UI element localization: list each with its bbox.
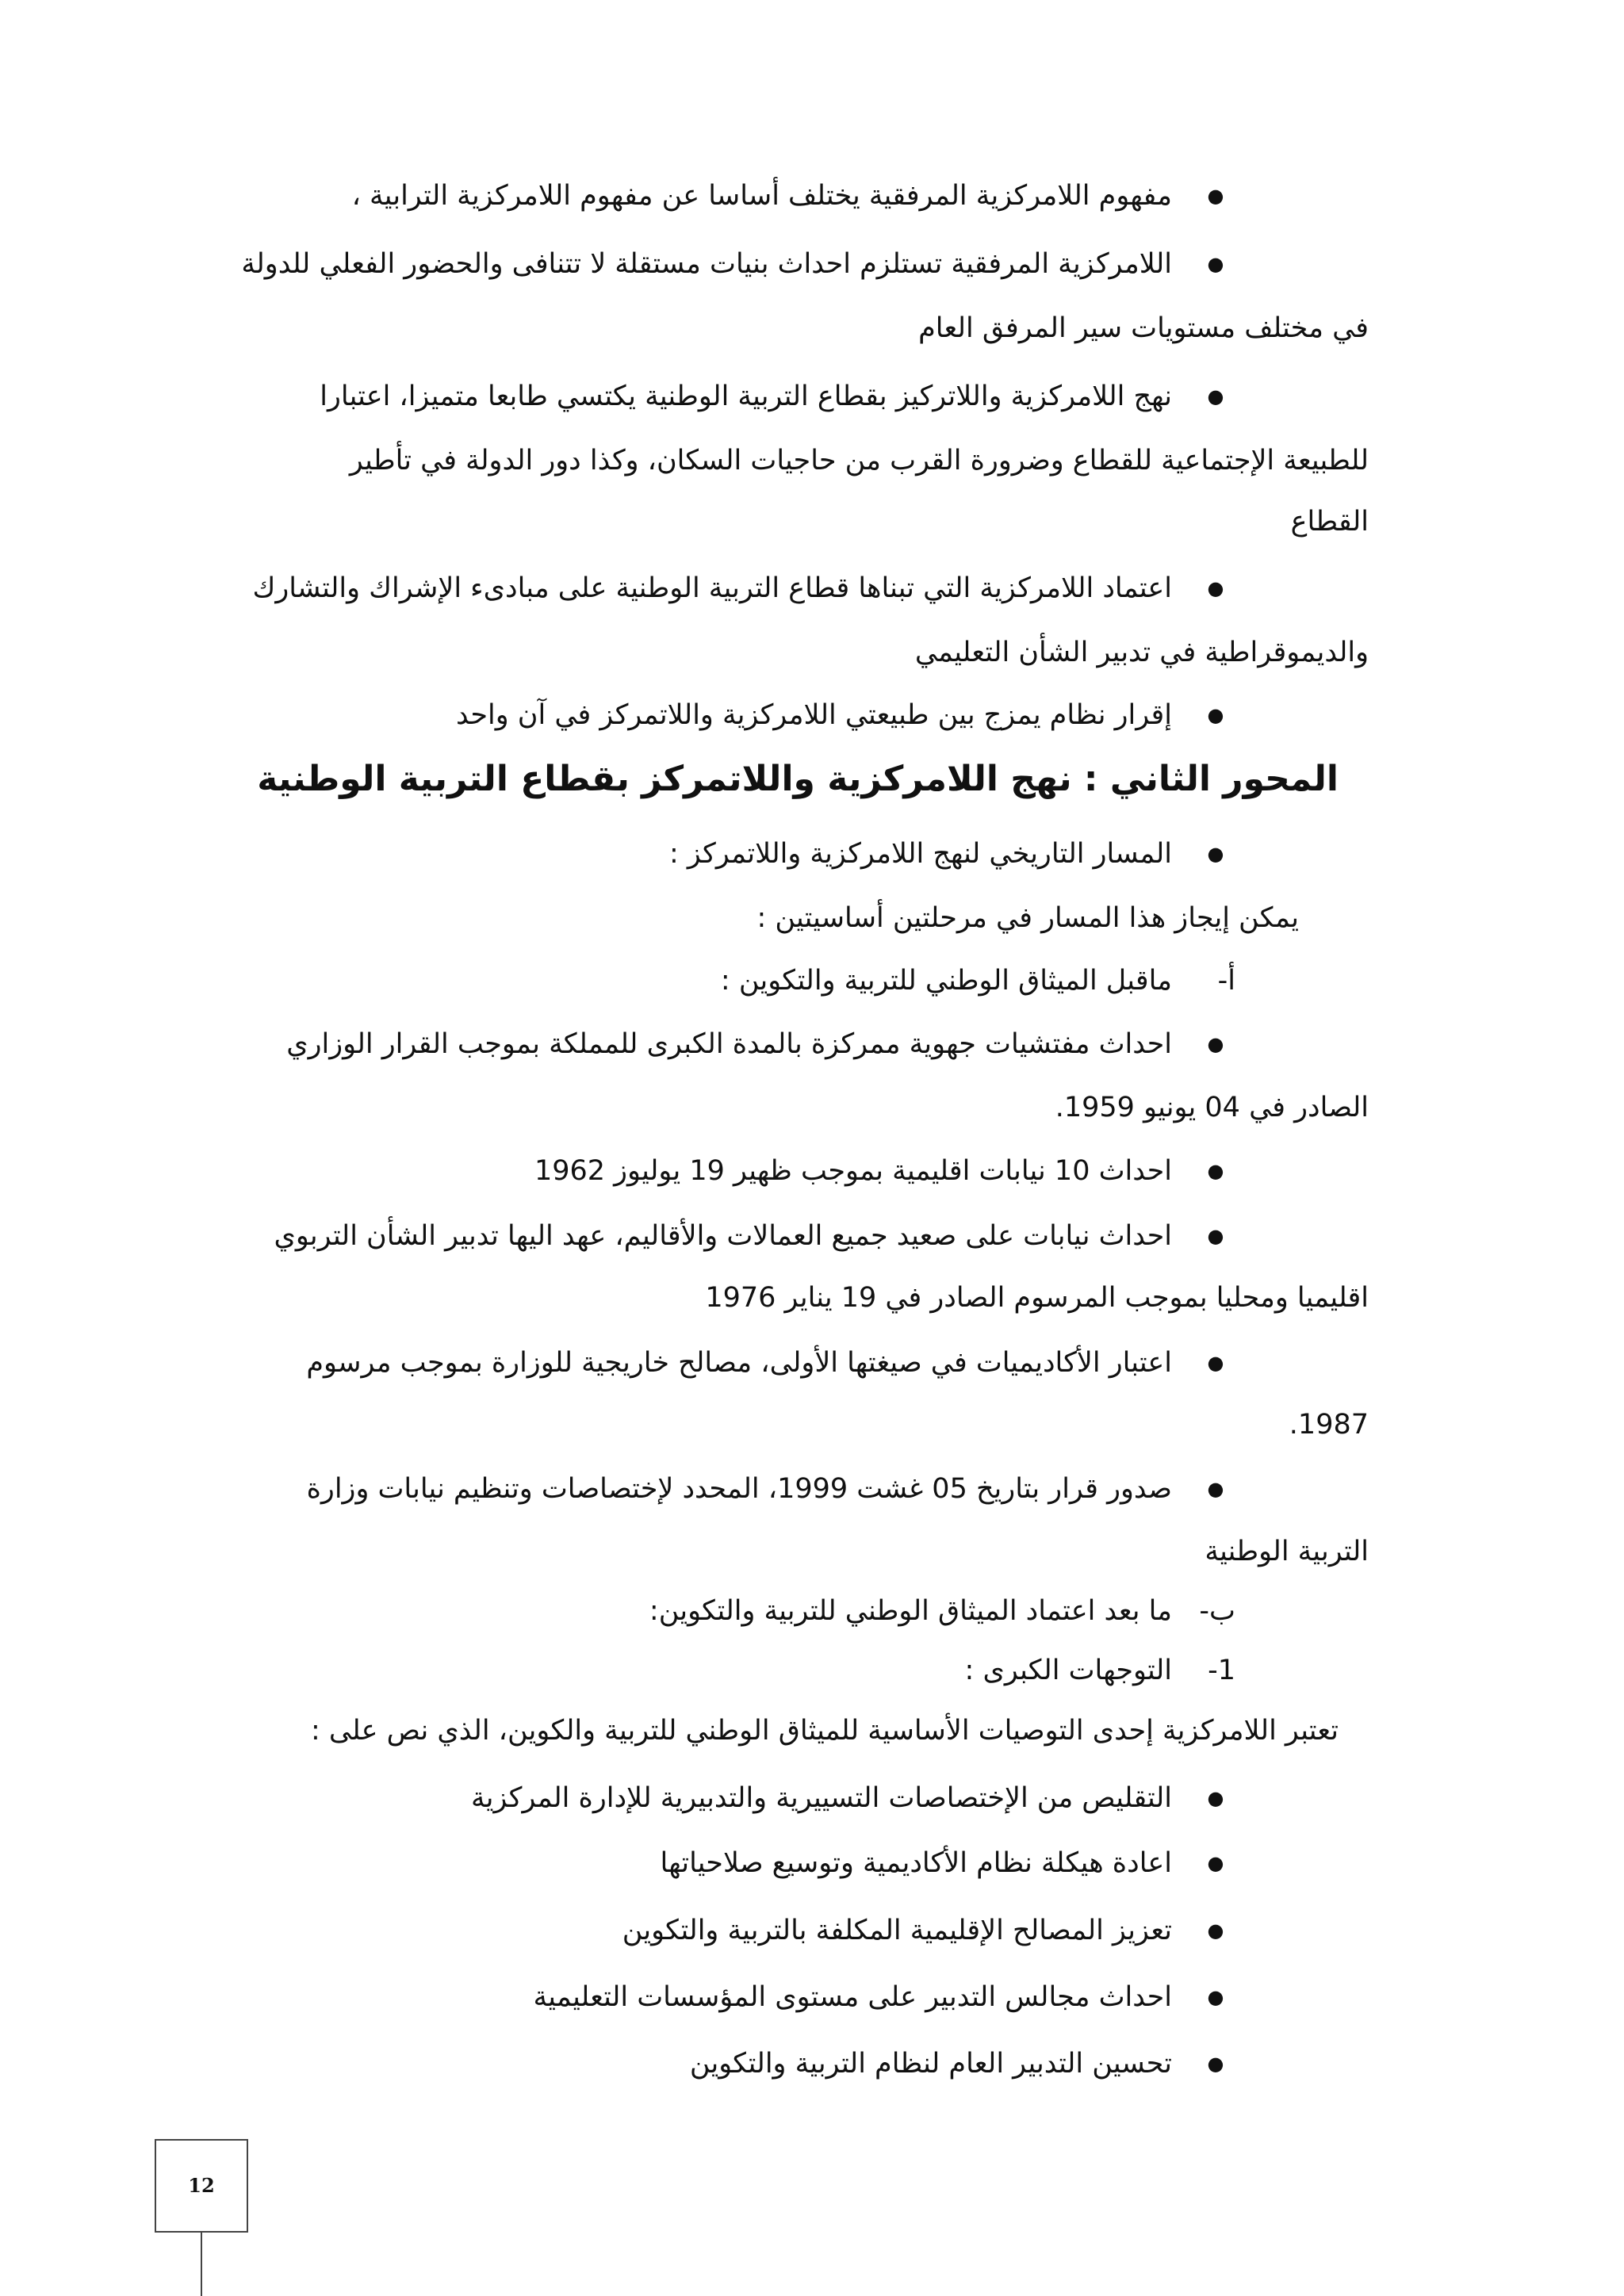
bullet-dot: ● xyxy=(1207,1478,1224,1500)
bullet-dot: ● xyxy=(1207,1919,1224,1942)
section-heading: المحور الثاني : نهج اللامركزية واللاتمركز بقطاع التربية الوطنية xyxy=(257,759,1339,799)
text-line: تعتبر اللامركزية إحدى التوصيات الأساسية للميثاق الوطني للتربية والكوين، الذي نص على : xyxy=(310,1715,1339,1747)
list-marker: أ- xyxy=(1217,965,1235,997)
text-line: الصادر في 04 يونيو 1959. xyxy=(1055,1092,1369,1123)
text-line: اعتماد اللامركزية التي تبناها قطاع التربية الوطنية على مبادىء الإشراك والتشارك xyxy=(252,572,1172,604)
bullet-dot: ● xyxy=(1207,1986,1224,2008)
text-line: اللامركزية المرفقية تستلزم احداث بنيات مستقلة لا تتنافى والحضور الفعلي للدولة xyxy=(241,248,1172,280)
page-number: 12 xyxy=(155,2139,248,2233)
text-line: اقليميا ومحليا بموجب المرسوم الصادر في 19 يناير 1976 xyxy=(705,1282,1369,1314)
bullet-dot: ● xyxy=(1207,1225,1224,1247)
bullet-dot: ● xyxy=(1207,1160,1224,1182)
bullet-dot: ● xyxy=(1207,704,1224,726)
text-line: القطاع xyxy=(1290,506,1369,538)
text-line: تعزيز المصالح الإقليمية المكلفة بالتربية والتكوين xyxy=(622,1915,1172,1946)
text-line: 1987. xyxy=(1289,1409,1369,1441)
text-line: احداث نيابات على صعيد جميع العمالات والأقاليم، عهد اليها تدبير الشأن التربوي xyxy=(274,1220,1172,1252)
text-line: احداث 10 نيابات اقليمية بموجب ظهير 19 يوليوز 1962 xyxy=(534,1155,1172,1187)
bullet-dot: ● xyxy=(1207,385,1224,408)
text-line: إقرار نظام يمزج بين طبيعتي اللامركزية واللاتمركز في آن واحد xyxy=(456,699,1172,731)
text-line: والديموقراطية في تدبير الشأن التعليمي xyxy=(914,637,1369,668)
bullet-dot: ● xyxy=(1207,253,1224,275)
text-line: صدور قرار بتاريخ 05 غشت 1999، المحدد لإختصاصات وتنظيم نيابات وزارة xyxy=(306,1473,1172,1505)
text-line: التربية الوطنية xyxy=(1205,1536,1369,1567)
bullet-dot: ● xyxy=(1207,577,1224,599)
text-line: في مختلف مستويات سير المرفق العام xyxy=(918,312,1369,344)
text-line: التوجهات الكبرى : xyxy=(964,1655,1172,1686)
text-line: للطبيعة الإجتماعية للقطاع وضرورة القرب من حاجيات السكان، وكذا دور الدولة في تأطير xyxy=(349,445,1369,476)
text-line: اعادة هيكلة نظام الأكاديمية وتوسيع صلاحياتها xyxy=(660,1847,1172,1879)
text-line: تحسين التدبير العام لنظام التربية والتكوين xyxy=(689,2048,1172,2080)
text-line: المسار التاريخي لنهج اللامركزية واللاتمركز : xyxy=(668,838,1172,870)
list-marker: ب- xyxy=(1199,1595,1235,1627)
bullet-dot: ● xyxy=(1207,185,1224,207)
text-line: ما بعد اعتماد الميثاق الوطني للتربية والتكوين: xyxy=(649,1595,1172,1627)
list-marker: 1- xyxy=(1208,1655,1235,1686)
bullet-dot: ● xyxy=(1207,1787,1224,1809)
bullet-dot: ● xyxy=(1207,2053,1224,2075)
bullet-dot: ● xyxy=(1207,843,1224,865)
text-line: نهج اللامركزية واللاتركيز بقطاع التربية الوطنية يكتسي طابعا متميزا، اعتبارا xyxy=(320,381,1172,412)
bullet-dot: ● xyxy=(1207,1852,1224,1874)
text-line: احداث مجالس التدبير على مستوى المؤسسات التعليمية xyxy=(533,1981,1172,2013)
text-line: احداث مفتشيات جهوية ممركزة بالمدة الكبرى للمملكة بموجب القرار الوزاري xyxy=(286,1028,1172,1060)
text-line: اعتبار الأكاديميات في صيغتها الأولى، مصالح خاريجية للوزارة بموجب مرسوم xyxy=(306,1347,1172,1379)
text-line: يمكن إيجاز هذا المسار في مرحلتين أساسيتين : xyxy=(756,902,1299,934)
text-line: التقليص من الإختصاصات التسييرية والتدبيرية للإدارة المركزية xyxy=(470,1782,1172,1814)
text-line: ماقبل الميثاق الوطني للتربية والتكوين : xyxy=(720,965,1172,997)
bullet-dot: ● xyxy=(1207,1033,1224,1055)
page-number-stem xyxy=(201,2233,202,2296)
text-line: مفهوم اللامركزية المرفقية يختلف أساسا عن مفهوم اللامركزية الترابية ، xyxy=(351,180,1172,212)
bullet-dot: ● xyxy=(1207,1352,1224,1374)
